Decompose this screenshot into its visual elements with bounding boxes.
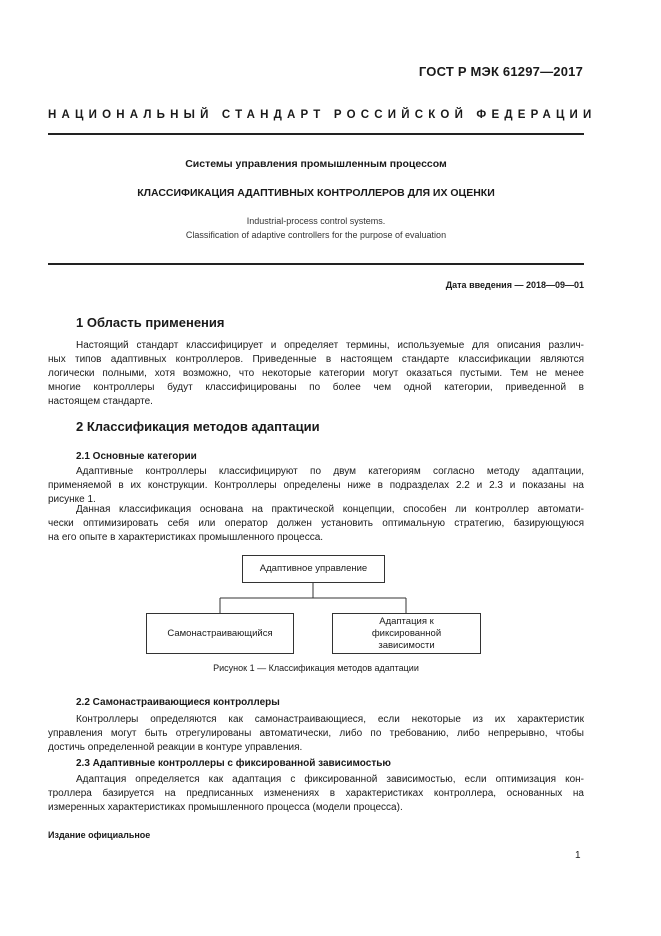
subsection-2-2-text [48, 713, 584, 755]
subsection-2-2-heading: 2.2 Самонастраивающиеся контроллеры [76, 697, 280, 708]
standard-id: ГОСТ Р МЭК 61297—2017 [418, 64, 583, 79]
section-2-heading: 2 Классификация методов адаптации [76, 419, 320, 434]
subsection-2-3-heading: 2.3 Адаптивные контроллеры с фиксированной зависимостью [76, 758, 391, 769]
diagram-box-self-tuning: Самонастраивающийся [146, 613, 294, 654]
text-line: Адаптивные контроллеры классифицируют по двум категориям согласно методу адаптации, [76, 466, 584, 477]
text-line: Адаптация определяется как адаптация с фиксированной зависимостью, если оптимизация кон- [76, 774, 584, 785]
text-line: рисунке 1. [48, 494, 96, 505]
subsection-2-1-heading: 2.1 Основные категории [76, 451, 197, 462]
text-line: применяемой в их конструкции. Контроллеры определены ниже в подразделах 2.2 и 2.3 и показаны на [48, 480, 584, 491]
text-line: измеренных характеристиках промышленного процесса (модели процесса). [48, 802, 403, 813]
document-subtitle: Системы управления промышленным процессом [185, 158, 447, 170]
text-line: Настоящий стандарт классифицирует и определяет термины, используемые для описания различ- [76, 340, 584, 351]
text-line: Контроллеры определяются как самонастраивающиеся, если некоторые из их характеристик [76, 714, 584, 725]
english-title-line-2: Classification of adaptive controllers for the purpose of evaluation [185, 230, 447, 240]
text-line: троллера базируется на предписанных изменениях в характеристиках контроллера, основанных на [48, 788, 584, 799]
text-line: логически полными, хотя возможно, что некоторые категории могут оказаться пустыми. Тем не менее [48, 368, 584, 379]
text-line: Данная классификация основана на практической концепции, способен ли контроллер автомати- [76, 504, 584, 515]
text-line: ных типов адаптивных контроллеров. Приведенные в настоящем стандарте классификации являются [48, 354, 584, 365]
subsection-2-3-text [48, 773, 584, 815]
diagram-box-fixed-dependency: Адаптация к фиксированной зависимости [332, 613, 481, 654]
diagram-box-adaptive-control: Адаптивное управление [242, 555, 385, 583]
document-title: КЛАССИФИКАЦИЯ АДАПТИВНЫХ КОНТРОЛЛЕРОВ ДЛЯ ИХ ОЦЕНКИ [137, 187, 495, 199]
section-1-heading: 1 Область применения [76, 315, 225, 330]
text-line: управления могут быть отрегулированы автоматически, либо по требованию, либо непрерывно, чтобы [48, 728, 584, 739]
text-line: чески оптимизировать себя или оператор должен установить оптимальную стратегию, базирующуюся [48, 518, 584, 529]
figure-1-caption: Рисунок 1 — Классификация методов адаптации [213, 663, 419, 673]
english-title-line-1: Industrial-process control systems. [246, 216, 386, 226]
text-line: настоящем стандарте. [48, 396, 153, 407]
national-standard-banner: НАЦИОНАЛЬНЫЙ СТАНДАРТ РОССИЙСКОЙ ФЕДЕРАЦИИ [48, 109, 597, 121]
text-line: на его опыте в характеристиках промышленного процесса. [48, 532, 324, 543]
effective-date: Дата введения — 2018—09—01 [445, 280, 584, 290]
text-line: достичь определенной реакции в контуре управления. [48, 742, 303, 753]
official-publication-note: Издание официальное [48, 830, 151, 840]
page-number: 1 [575, 850, 581, 861]
text-line: многие контроллеры будут классифицированы по более чем одной категории, приведенной в [48, 382, 584, 393]
